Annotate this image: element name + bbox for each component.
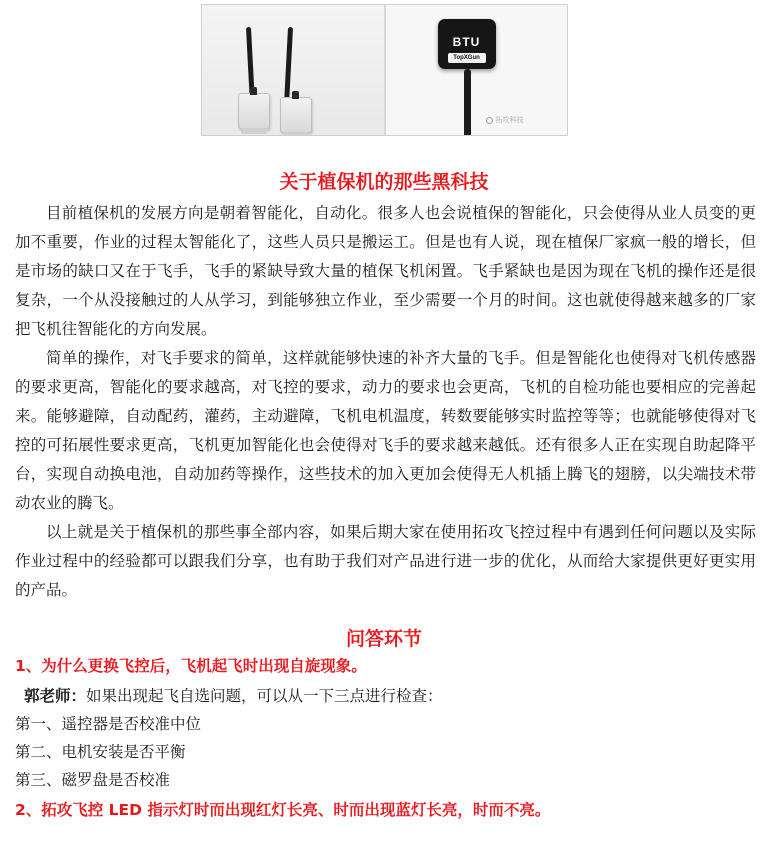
radio-modules-photo <box>202 5 386 135</box>
article-paragraph: 简单的操作，对飞手要求的简单，这样就能够快速的补齐大量的飞手。但是智能化也使得对飞机传感器的要求更高，智能化的要求越高，对飞控的要求，动力的要求也会更高，飞机的自检功能也要相应的完善起来。能够避障，自动配药，灌药，主动避障，飞机电机温度，转数要能够实时监控等等；也就能够使得对飞控的可拓展性要求更高，飞机更加智能化也会使得对飞手的要求越来越低。还有很多人正在实现自助起降平台，实现自动换电池，自动加药等操作，这些技术的加入更加会使得无人机插上腾飞的翅膀，以尖端技术带动农业的腾飞。 <box>15 349 756 512</box>
watermark-text: 拓攻科技 <box>495 116 524 124</box>
radio-module-left <box>238 93 270 129</box>
radio-module-right <box>280 97 312 133</box>
btu-brand-label: TopXGun <box>448 53 486 63</box>
btu-device-label: BTU <box>452 35 481 49</box>
watermark <box>486 115 524 125</box>
article-paragraph: 以上就是关于植保机的那些事全部内容，如果后期大家在使用拓攻飞控过程中有遇到任何问题以及实际作业过程中的经验都可以跟我们分享，也有助于我们对产品进行进一步的优化，从而给大家提供更好更实用的产品。 <box>15 523 756 599</box>
check-item: 第二、电机安装是否平衡 <box>15 743 186 761</box>
btu-cable <box>464 69 471 135</box>
teacher-name: 郭老师： <box>24 687 87 705</box>
btu-device <box>438 19 496 69</box>
teacher-answer-text: 如果出现起飞自选问题，可以从一下三点进行检查： <box>86 687 443 705</box>
check-item: 第三、磁罗盘是否校准 <box>15 771 171 789</box>
question-2: 2、拓攻飞控 LED 指示灯时而出现红灯长亮、时而出现蓝灯长亮，时而不亮。 <box>15 801 551 819</box>
product-photos <box>201 4 568 136</box>
watermark-icon <box>486 117 493 124</box>
teacher-answer <box>15 682 768 710</box>
article-title: 关于植保机的那些黑科技 <box>279 171 489 193</box>
question-1: 1、为什么更换飞控后，飞机起飞时出现自旋现象。 <box>15 657 367 675</box>
article-body <box>15 199 756 605</box>
check-item: 第一、遥控器是否校准中位 <box>15 715 202 733</box>
article-paragraph: 目前植保机的发展方向是朝着智能化，自动化。很多人也会说植保的智能化，只会使得从业人员变的更加不重要，作业的过程太智能化了，这些人员只是搬运工。但是也有人说，现在植保厂家疯一般的增长，但是市场的缺口又在于飞手，飞手的紧缺导致大量的植保飞机闲置。飞手紧缺也是因为现在飞机的操作还是很复杂，一个从没接触过的人从学习，到能够独立作业，至少需要一个月的时间。这也就使得越来越多的厂家把飞机往智能化的方向发展。 <box>15 204 756 338</box>
qa-section-title: 问答环节 <box>345 628 422 650</box>
btu-module-photo <box>386 5 568 135</box>
